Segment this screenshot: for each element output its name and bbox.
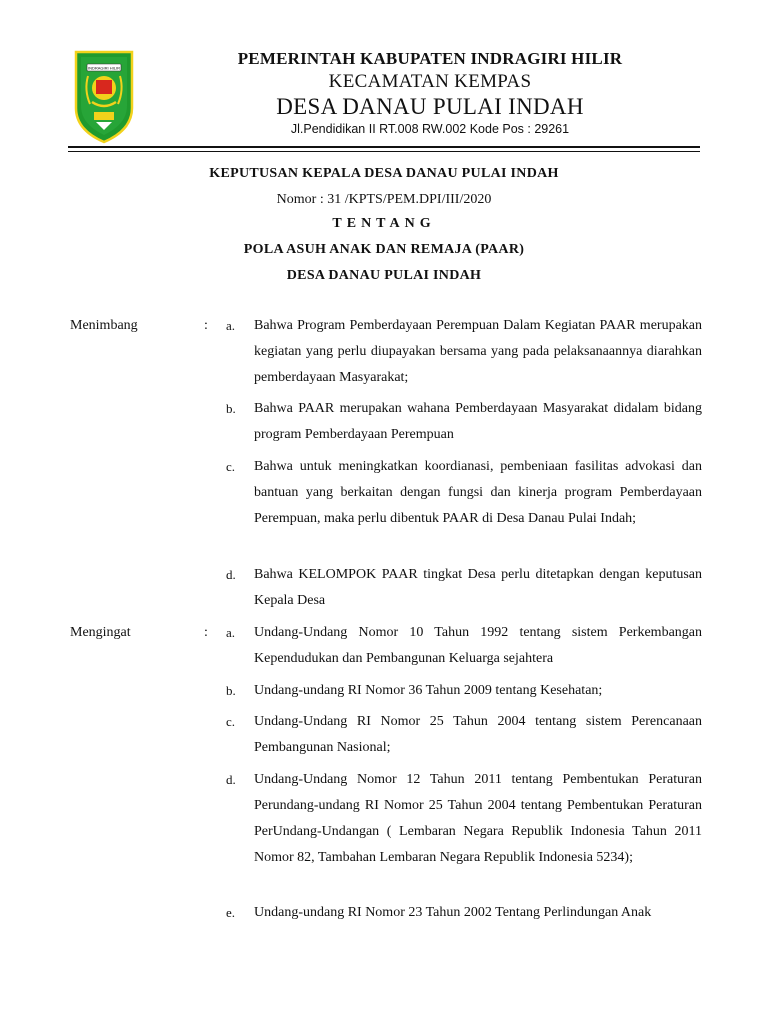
menimbang-item-b [226,396,702,448]
mengingat-item-b [226,678,702,704]
item-letter: b. [226,401,236,416]
mengingat-item-c [226,709,702,761]
regency-crest-logo [74,50,134,144]
letterhead-rule-thick [68,146,700,148]
item-text: Bahwa KELOMPOK PAAR tingkat Desa perlu ditetapkan dengan keputusan Kepala Desa [254,567,702,608]
menimbang-item-c [226,454,702,532]
mengingat-item-d [226,767,702,871]
item-text: Bahwa untuk meningkatkan koordianasi, pembeniaan fasilitas advokasi dan bantuan yang berkaitan dengan fungsi dan kinerja program Pemberdayaan Perempuan, maka perlu dibentuk PAAR di Desa Danau Pulai Indah; [254,459,702,526]
item-letter: d. [226,772,236,787]
decree-subject: POLA ASUH ANAK DAN REMAJA (PAAR) [243,242,525,257]
item-letter: e. [226,905,236,920]
item-letter: a. [226,625,236,640]
letterhead-district: KECAMATAN KEMPAS [328,71,532,92]
letterhead-village: DESA DANAU PULAI INDAH [276,94,584,119]
letterhead [150,48,710,137]
item-letter: b. [226,683,236,698]
mengingat-item-e [226,900,702,926]
item-text: Undang-undang RI Nomor 36 Tahun 2009 tentang Kesehatan; [254,683,603,698]
item-text: Bahwa PAAR merupakan wahana Pemberdayaan Masyarakat didalam bidang program Pemberdayaan Perempuan [254,401,702,442]
menimbang-item-d [226,562,702,614]
crest-banner-text: INDRAGIRI HILIR [87,65,121,71]
item-text: Undang-undang RI Nomor 23 Tahun 2002 Tentang Perlindungan Anak [254,905,652,920]
decree-tentang: TENTANG [332,216,436,231]
letterhead-address: Jl.Pendidikan II RT.008 RW.002 Kode Pos : 29261 [290,122,570,136]
letterhead-rule-thin [68,151,700,152]
decree-place: DESA DANAU PULAI INDAH [286,268,482,283]
mengingat-colon: : [204,625,208,640]
item-text: Undang-Undang Nomor 10 Tahun 1992 tentang sistem Perkembangan Kependudukan dan Pembangunan Keluarga sejahtera [254,625,702,666]
menimbang-label: Menimbang [70,318,138,333]
item-letter: c. [226,714,236,729]
menimbang-colon: : [204,318,208,333]
item-letter: c. [226,459,236,474]
item-text: Undang-Undang Nomor 12 Tahun 2011 tentang Pembentukan Peraturan Perundang-undang RI Nomor 25 Tahun 2004 tentang Pembentukan Peraturan PerUndang-Undangan ( Lembaran Negara Republik Indonesia Tahun 2011 Nomor 82, Tambahan Lembaran Negara Republik Indonesia 5234); [254,772,702,865]
letterhead-government: PEMERINTAH KABUPATEN INDRAGIRI HILIR [237,49,623,68]
item-letter: d. [226,567,236,582]
item-text: Undang-Undang RI Nomor 25 Tahun 2004 tentang sistem Perencanaan Pembangunan Nasional; [254,714,702,755]
mengingat-label: Mengingat [70,625,131,640]
item-letter: a. [226,318,236,333]
decree-heading: KEPUTUSAN KEPALA DESA DANAU PULAI INDAH [209,166,559,181]
decree-number: Nomor : 31 /KPTS/PEM.DPI/III/2020 [276,192,492,207]
menimbang-item-a [226,313,702,391]
mengingat-item-a [226,620,702,672]
item-text: Bahwa Program Pemberdayaan Perempuan Dalam Kegiatan PAAR merupakan kegiatan yang perlu diupayakan bersama yang pada pelaksanaannya diarahkan pemberdayaan Masyarakat; [254,318,702,385]
